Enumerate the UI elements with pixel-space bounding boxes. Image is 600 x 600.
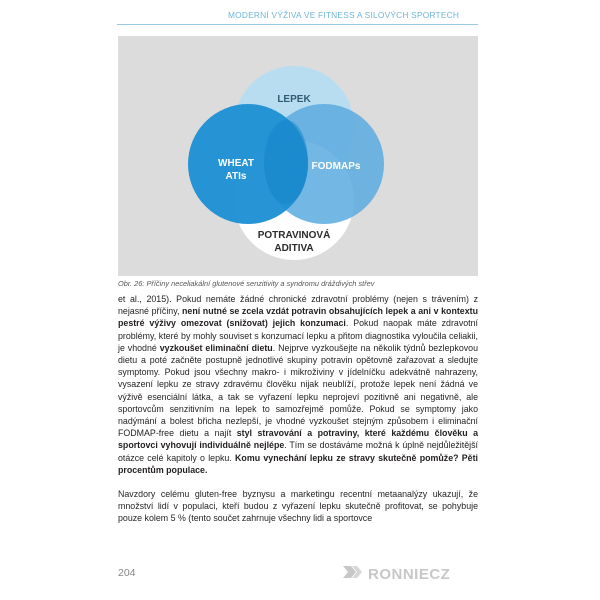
brand-name: RONNIECZ (368, 565, 451, 583)
text-run: et al., 2015). Pokud nemáte žádné chronické zdravotní problémy (nejen s trávením) z nejasné příčiny, (118, 294, 478, 317)
label-wheat: WHEAT (218, 158, 254, 169)
venn-diagram (118, 36, 478, 276)
text-run: . Pokud naopak máte zdravotní problémy, které by mohly souviset s konzumací lepku a přitom diagnostika vyloučila celiakii, je vhodné (118, 318, 478, 353)
figure-caption: Obr. 26: Příčiny neceliakální glutenové senzitivity a syndromu dráždivých střev (118, 279, 375, 288)
label-aditiva: ADITIVA (274, 243, 314, 254)
text-run-bold: Komu vynechání lepku ze stravy skutečně pomůže? Pěti procentům populace. (118, 452, 478, 475)
text-run: . Tím se dostáváme možná k úplně nejdůležitější otázce celé kapitoly o lepku. (118, 440, 478, 463)
label-potravinova: POTRAVINOVÁ (257, 230, 331, 241)
paragraph-1 (118, 293, 478, 476)
header-rule (117, 24, 478, 25)
text-run-bold: není nutné se zcela vzdát potravin obsahujících lepek a ani v kontextu pestré výživy omezovat (snižovat) jejich konzumaci (118, 306, 478, 329)
paragraph-2: Navzdory celému gluten-free byznysu a marketingu recentní metaanalýzy ukazují, že množství lidí v populaci, kteří budou z vyřazení lepku skutečně profitovat, se pohybuje pouze kolem 5 % (tento součet zahrnuje všechny lidi a sportovce (118, 489, 478, 524)
running-header: MODERNÍ VÝŽIVA VE FITNESS A SILOVÝCH SPORTECH (228, 10, 460, 20)
text-run: . Nejprve vyzkoušejte na několik týdnů bezlepkovou dietu a poté začněte postupně jednotlivé skupiny potravin opětovně zařazovat a sledujte symptomy. Pokud jsou všechny makro- i mikroživiny v jídelníčku adekvátně nahrazeny, vysazení lepku ze stravy zdravému člověku nijak neublíží, protože lepek není žádná ve výživě esenciální látka, a tak se vyřazení lepku neprojeví pozitivně ani negativně, ale sportovcům senzitivním na lepek to samozřejmě pomůže. Pokud se symptomy jako nadýmání a bolest břicha nezlepší, je vhodné vyzkoušet stejným způsobem i eliminační FODMAP-free dietu a najít (118, 342, 479, 439)
label-fodmaps: FODMAPs (311, 161, 361, 172)
ronnie-logo-icon (343, 564, 365, 585)
text-run-bold: vyzkoušet eliminační dietu (159, 342, 273, 353)
page-number: 204 (118, 567, 136, 579)
label-lepek: LEPEK (277, 94, 311, 105)
brand-logo (343, 563, 478, 585)
venn-figure (118, 36, 478, 276)
label-atis: ATIs (225, 171, 247, 182)
text-run-bold: styl stravování a potraviny, které každému člověku a sportovci vyhovují individuálně nejlépe (118, 428, 478, 451)
body-text (118, 293, 478, 525)
overlap-center (264, 120, 308, 204)
